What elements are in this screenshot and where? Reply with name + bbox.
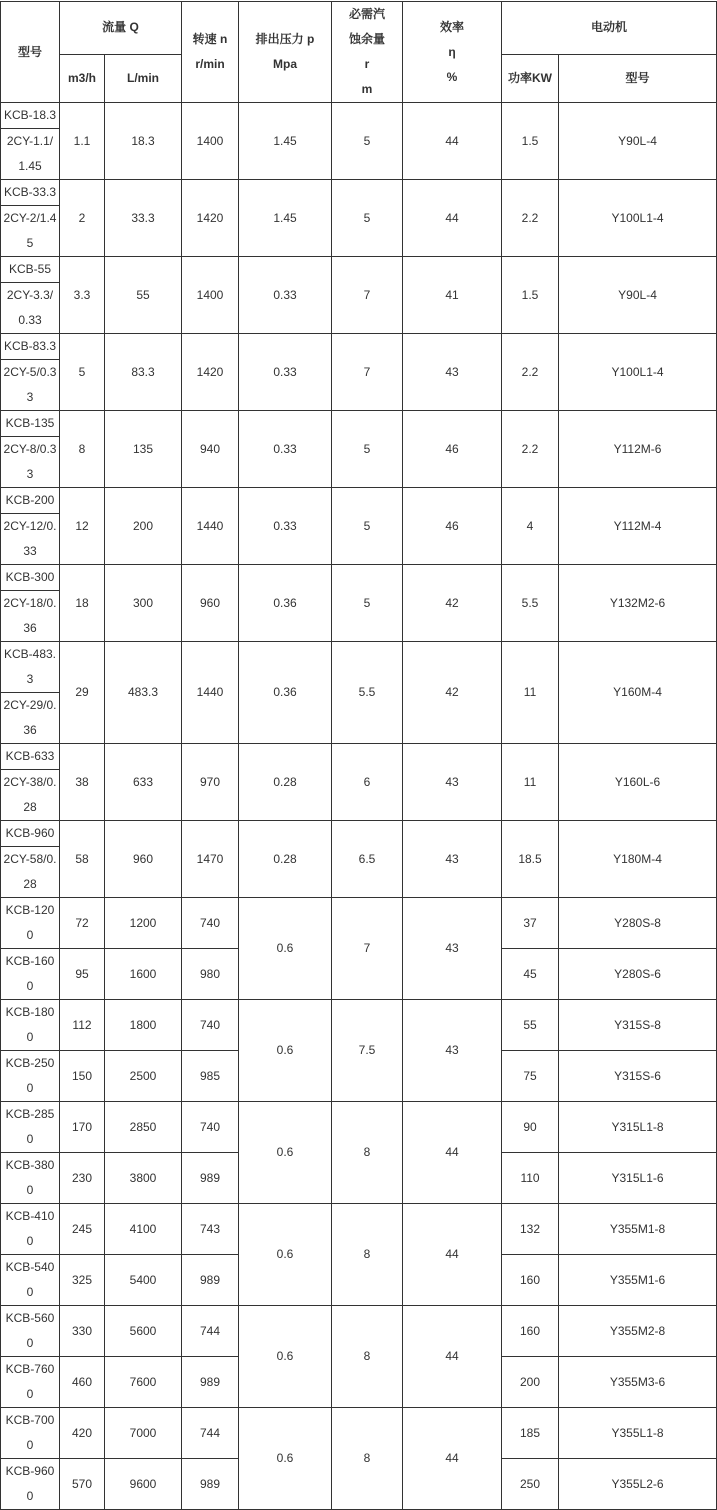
flow-m3h-cell: 5 (60, 334, 105, 411)
flow-lmin-cell: 18.3 (105, 103, 182, 180)
pump-spec-table (0, 1, 717, 1510)
model-name-2cy: 2CY-5/0.33 (1, 360, 60, 411)
model-name-2cy: 2CY-58/0.28 (1, 847, 60, 898)
model-name-cell: KCB-7600 (1, 1357, 60, 1408)
table-header (1, 2, 717, 103)
model-name-kcb: KCB-33.3 (1, 180, 60, 206)
flow-m3h-cell: 95 (60, 949, 105, 1000)
npsh-unit-2: m (361, 82, 373, 96)
table-row (1, 821, 717, 847)
motor-model-cell: Y100L1-4 (559, 180, 717, 257)
pressure-cell: 0.6 (239, 898, 332, 1000)
npsh-cell: 7 (332, 898, 403, 1000)
pressure-cell: 0.33 (239, 488, 332, 565)
flow-lmin-cell: 5400 (105, 1255, 182, 1306)
flow-lmin-cell: 135 (105, 411, 182, 488)
speed-cell: 989 (182, 1459, 239, 1510)
table-row (1, 1000, 717, 1051)
pressure-cell: 0.28 (239, 744, 332, 821)
motor-model-cell: Y355L1-8 (559, 1408, 717, 1459)
pressure-cell: 0.33 (239, 257, 332, 334)
npsh-cell: 8 (332, 1306, 403, 1408)
motor-model-cell: Y100L1-4 (559, 334, 717, 411)
motor-model-cell: Y280S-6 (559, 949, 717, 1000)
motor-power-cell: 90 (502, 1102, 559, 1153)
flow-lmin-cell: 7600 (105, 1357, 182, 1408)
flow-m3h-cell: 3.3 (60, 257, 105, 334)
model-name-kcb: KCB-135 (1, 411, 60, 437)
col-npsh-header (332, 2, 403, 103)
flow-lmin-cell: 9600 (105, 1459, 182, 1510)
table-row (1, 565, 717, 591)
flow-m3h-cell: 420 (60, 1408, 105, 1459)
table-row (1, 257, 717, 283)
pressure-cell: 1.45 (239, 103, 332, 180)
speed-cell: 940 (182, 411, 239, 488)
model-name-cell: KCB-9600 (1, 1459, 60, 1510)
flow-lmin-cell: 300 (105, 565, 182, 642)
speed-cell: 960 (182, 565, 239, 642)
model-name-cell: KCB-2500 (1, 1051, 60, 1102)
model-name-kcb: KCB-55 (1, 257, 60, 283)
model-name-2cy: 2CY-3.3/0.33 (1, 283, 60, 334)
flow-m3h-cell: 18 (60, 565, 105, 642)
pressure-cell: 0.6 (239, 1306, 332, 1408)
speed-cell: 743 (182, 1204, 239, 1255)
speed-cell: 1420 (182, 180, 239, 257)
speed-cell: 970 (182, 744, 239, 821)
efficiency-cell: 43 (403, 898, 502, 1000)
table-row (1, 1102, 717, 1153)
npsh-cell: 8 (332, 1204, 403, 1306)
model-name-2cy: 2CY-2/1.45 (1, 206, 60, 257)
npsh-cell: 5 (332, 488, 403, 565)
npsh-label-2: 蚀余量 (349, 32, 386, 46)
model-name-kcb: KCB-300 (1, 565, 60, 591)
model-name-kcb: KCB-483.3 (1, 642, 60, 693)
model-name-cell: KCB-1600 (1, 949, 60, 1000)
model-name-2cy: 2CY-12/0.33 (1, 514, 60, 565)
efficiency-cell: 41 (403, 257, 502, 334)
flow-m3h-cell: 2 (60, 180, 105, 257)
table-row (1, 103, 717, 129)
pressure-cell: 0.33 (239, 411, 332, 488)
model-name-kcb: KCB-633 (1, 744, 60, 770)
npsh-cell: 6.5 (332, 821, 403, 898)
npsh-cell: 7 (332, 334, 403, 411)
speed-cell: 980 (182, 949, 239, 1000)
table-row (1, 1204, 717, 1255)
motor-model-cell: Y315L1-6 (559, 1153, 717, 1204)
efficiency-cell: 46 (403, 488, 502, 565)
motor-model-cell: Y90L-4 (559, 103, 717, 180)
efficiency-cell: 44 (403, 1408, 502, 1510)
motor-model-cell: Y355M2-8 (559, 1306, 717, 1357)
motor-power-cell: 75 (502, 1051, 559, 1102)
model-name-2cy: 2CY-18/0.36 (1, 591, 60, 642)
motor-power-cell: 250 (502, 1459, 559, 1510)
model-name-cell: KCB-4100 (1, 1204, 60, 1255)
flow-m3h-cell: 58 (60, 821, 105, 898)
table-body (1, 103, 717, 1510)
motor-model-cell: Y355M1-8 (559, 1204, 717, 1255)
pressure-cell: 0.6 (239, 1000, 332, 1102)
model-name-2cy: 2CY-1.1/1.45 (1, 129, 60, 180)
motor-power-cell: 2.2 (502, 180, 559, 257)
table-row (1, 411, 717, 437)
npsh-cell: 8 (332, 1408, 403, 1510)
table-row (1, 744, 717, 770)
table-row (1, 642, 717, 693)
motor-model-cell: Y280S-8 (559, 898, 717, 949)
table-row (1, 1408, 717, 1459)
motor-power-cell: 18.5 (502, 821, 559, 898)
speed-label: 转速 n (192, 32, 228, 46)
model-name-cell: KCB-5600 (1, 1306, 60, 1357)
model-name-cell: KCB-5400 (1, 1255, 60, 1306)
flow-lmin-cell: 633 (105, 744, 182, 821)
flow-m3h-cell: 12 (60, 488, 105, 565)
model-name-kcb: KCB-960 (1, 821, 60, 847)
efficiency-cell: 43 (403, 1000, 502, 1102)
col-motor-model-header: 型号 (559, 54, 717, 102)
model-name-cell: KCB-7000 (1, 1408, 60, 1459)
efficiency-cell: 44 (403, 1306, 502, 1408)
flow-m3h-cell: 38 (60, 744, 105, 821)
flow-lmin-cell: 2850 (105, 1102, 182, 1153)
speed-cell: 740 (182, 1102, 239, 1153)
flow-m3h-cell: 570 (60, 1459, 105, 1510)
motor-model-cell: Y112M-6 (559, 411, 717, 488)
col-flow-m3h-header: m3/h (60, 54, 105, 102)
col-speed-header (182, 2, 239, 103)
efficiency-cell: 42 (403, 642, 502, 744)
flow-lmin-cell: 55 (105, 257, 182, 334)
npsh-label-1: 必需汽 (349, 7, 386, 21)
model-name-kcb: KCB-83.3 (1, 334, 60, 360)
efficiency-unit: % (446, 69, 458, 84)
model-name-cell: KCB-1200 (1, 898, 60, 949)
speed-cell: 1400 (182, 103, 239, 180)
pressure-cell: 0.6 (239, 1408, 332, 1510)
table-row (1, 1306, 717, 1357)
model-name-cell: KCB-1800 (1, 1000, 60, 1051)
motor-power-cell: 5.5 (502, 565, 559, 642)
flow-lmin-cell: 960 (105, 821, 182, 898)
motor-power-cell: 185 (502, 1408, 559, 1459)
motor-model-cell: Y355M3-6 (559, 1357, 717, 1408)
motor-model-cell: Y132M2-6 (559, 565, 717, 642)
npsh-cell: 7.5 (332, 1000, 403, 1102)
motor-power-cell: 110 (502, 1153, 559, 1204)
speed-cell: 985 (182, 1051, 239, 1102)
speed-cell: 740 (182, 1000, 239, 1051)
pressure-cell: 0.6 (239, 1102, 332, 1204)
motor-power-cell: 2.2 (502, 411, 559, 488)
efficiency-cell: 44 (403, 1204, 502, 1306)
speed-cell: 1440 (182, 642, 239, 744)
model-name-cell: KCB-2850 (1, 1102, 60, 1153)
npsh-cell: 5 (332, 180, 403, 257)
col-motor-header: 电动机 (502, 2, 717, 55)
col-model-header: 型号 (1, 2, 60, 103)
efficiency-label: 效率 (440, 19, 465, 34)
pressure-cell: 0.6 (239, 1204, 332, 1306)
col-motor-power-header: 功率KW (502, 54, 559, 102)
col-pressure-header (239, 2, 332, 103)
flow-lmin-cell: 5600 (105, 1306, 182, 1357)
motor-power-cell: 1.5 (502, 103, 559, 180)
flow-m3h-cell: 330 (60, 1306, 105, 1357)
npsh-cell: 8 (332, 1102, 403, 1204)
model-name-kcb: KCB-200 (1, 488, 60, 514)
efficiency-cell: 43 (403, 744, 502, 821)
flow-m3h-cell: 1.1 (60, 103, 105, 180)
npsh-cell: 5 (332, 565, 403, 642)
flow-lmin-cell: 483.3 (105, 642, 182, 744)
motor-model-cell: Y160M-4 (559, 642, 717, 744)
flow-m3h-cell: 325 (60, 1255, 105, 1306)
flow-lmin-cell: 3800 (105, 1153, 182, 1204)
col-flow-header: 流量 Q (60, 2, 182, 55)
efficiency-cell: 44 (403, 1102, 502, 1204)
motor-power-cell: 55 (502, 1000, 559, 1051)
motor-model-cell: Y315S-6 (559, 1051, 717, 1102)
flow-m3h-cell: 29 (60, 642, 105, 744)
pressure-cell: 0.36 (239, 642, 332, 744)
efficiency-cell: 43 (403, 334, 502, 411)
efficiency-cell: 44 (403, 103, 502, 180)
flow-m3h-cell: 112 (60, 1000, 105, 1051)
flow-m3h-cell: 460 (60, 1357, 105, 1408)
motor-power-cell: 4 (502, 488, 559, 565)
flow-lmin-cell: 1600 (105, 949, 182, 1000)
efficiency-cell: 44 (403, 180, 502, 257)
col-flow-lmin-header: L/min (105, 54, 182, 102)
motor-model-cell: Y315L1-8 (559, 1102, 717, 1153)
speed-unit: r/min (195, 57, 225, 71)
table-row (1, 180, 717, 206)
flow-lmin-cell: 83.3 (105, 334, 182, 411)
flow-m3h-cell: 8 (60, 411, 105, 488)
efficiency-cell: 46 (403, 411, 502, 488)
table-row (1, 334, 717, 360)
table-row (1, 898, 717, 949)
motor-model-cell: Y180M-4 (559, 821, 717, 898)
motor-model-cell: Y355M1-6 (559, 1255, 717, 1306)
motor-power-cell: 160 (502, 1306, 559, 1357)
flow-m3h-cell: 230 (60, 1153, 105, 1204)
pressure-cell: 1.45 (239, 180, 332, 257)
efficiency-cell: 42 (403, 565, 502, 642)
model-name-cell: KCB-3800 (1, 1153, 60, 1204)
npsh-cell: 7 (332, 257, 403, 334)
motor-model-cell: Y90L-4 (559, 257, 717, 334)
npsh-cell: 5 (332, 103, 403, 180)
speed-cell: 1420 (182, 334, 239, 411)
pressure-cell: 0.28 (239, 821, 332, 898)
flow-m3h-cell: 150 (60, 1051, 105, 1102)
speed-cell: 744 (182, 1408, 239, 1459)
speed-cell: 1470 (182, 821, 239, 898)
motor-power-cell: 1.5 (502, 257, 559, 334)
table-row (1, 488, 717, 514)
flow-lmin-cell: 33.3 (105, 180, 182, 257)
motor-model-cell: Y315S-8 (559, 1000, 717, 1051)
model-name-2cy: 2CY-38/0.28 (1, 770, 60, 821)
motor-model-cell: Y355L2-6 (559, 1459, 717, 1510)
efficiency-symbol: η (448, 44, 456, 59)
npsh-cell: 5.5 (332, 642, 403, 744)
col-efficiency-header (403, 2, 502, 103)
flow-lmin-cell: 4100 (105, 1204, 182, 1255)
speed-cell: 989 (182, 1255, 239, 1306)
motor-power-cell: 37 (502, 898, 559, 949)
pressure-label: 排出压力 p (255, 32, 315, 46)
flow-lmin-cell: 1800 (105, 1000, 182, 1051)
npsh-cell: 5 (332, 411, 403, 488)
pressure-cell: 0.33 (239, 334, 332, 411)
motor-power-cell: 132 (502, 1204, 559, 1255)
flow-lmin-cell: 200 (105, 488, 182, 565)
motor-power-cell: 11 (502, 642, 559, 744)
flow-m3h-cell: 72 (60, 898, 105, 949)
flow-m3h-cell: 245 (60, 1204, 105, 1255)
flow-m3h-cell: 170 (60, 1102, 105, 1153)
flow-lmin-cell: 1200 (105, 898, 182, 949)
speed-cell: 1440 (182, 488, 239, 565)
motor-power-cell: 11 (502, 744, 559, 821)
motor-power-cell: 160 (502, 1255, 559, 1306)
pressure-unit: Mpa (273, 57, 298, 71)
efficiency-cell: 43 (403, 821, 502, 898)
npsh-unit-1: r (364, 57, 370, 71)
motor-power-cell: 200 (502, 1357, 559, 1408)
speed-cell: 1400 (182, 257, 239, 334)
motor-power-cell: 2.2 (502, 334, 559, 411)
model-name-2cy: 2CY-29/0.36 (1, 693, 60, 744)
motor-power-cell: 45 (502, 949, 559, 1000)
speed-cell: 740 (182, 898, 239, 949)
model-name-kcb: KCB-18.3 (1, 103, 60, 129)
model-name-2cy: 2CY-8/0.33 (1, 437, 60, 488)
speed-cell: 989 (182, 1357, 239, 1408)
motor-model-cell: Y160L-6 (559, 744, 717, 821)
motor-model-cell: Y112M-4 (559, 488, 717, 565)
npsh-cell: 6 (332, 744, 403, 821)
speed-cell: 989 (182, 1153, 239, 1204)
flow-lmin-cell: 7000 (105, 1408, 182, 1459)
speed-cell: 744 (182, 1306, 239, 1357)
pressure-cell: 0.36 (239, 565, 332, 642)
flow-lmin-cell: 2500 (105, 1051, 182, 1102)
